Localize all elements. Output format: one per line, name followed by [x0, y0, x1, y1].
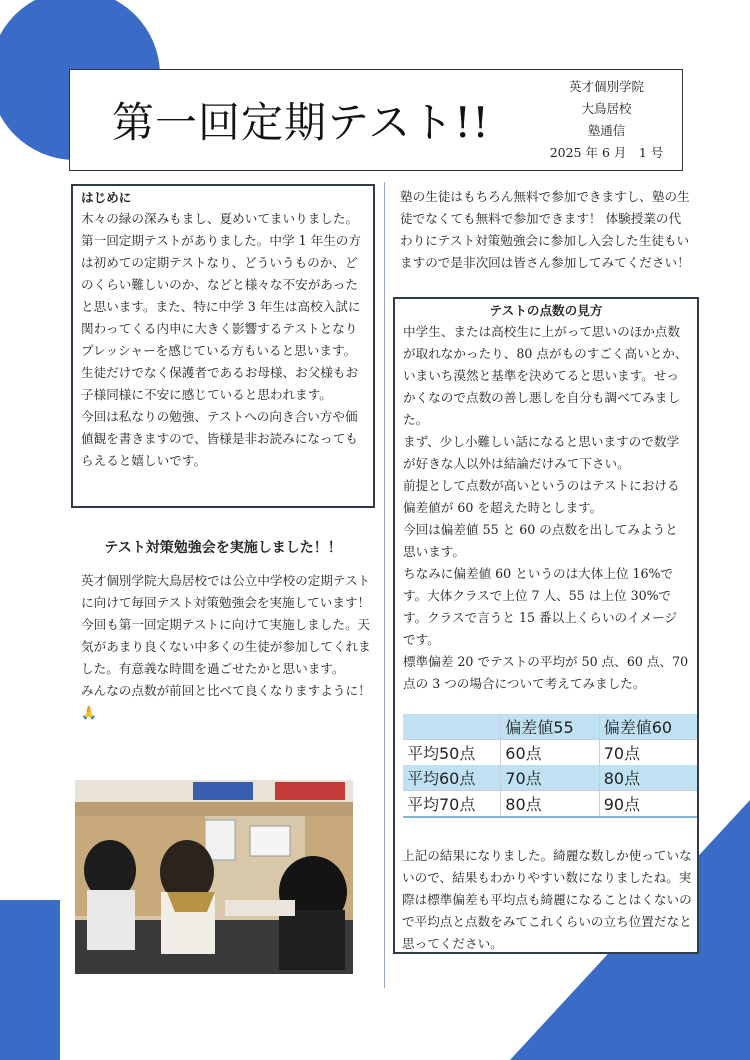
- table-cell: 70点: [501, 765, 599, 791]
- study-session-photo-illustration: [75, 780, 353, 974]
- score-paragraph: ちなみに偏差値 60 というのは大体上位 16%です。大体クラスで上位 7 人、55 は上位 30%です。クラスで言うと 15 番以上くらいのイメージです。: [403, 566, 678, 647]
- participation-paragraph: 塾の生徒はもちろん無料で参加できますし、塾の生徒でなくても無料で参加できます！ 体験授業の代わりにテスト対策勉強会に参加し入会した生徒もいますので是非次回は皆さん参加してみてください！: [400, 189, 690, 270]
- participation-note: [400, 186, 690, 274]
- table-row: [403, 765, 697, 791]
- table-cell: 80点: [599, 765, 697, 791]
- intro-paragraph: 木々の緑の深みもまし、夏めいてまいりました。第一回定期テストがありました。中学 1 年生の方は初めての定期テストなり、どういうものか、どのくらい難しいのか、などと様々な不安があったと思います。また、特に中学 3 年生は高校入試に関わってくる内申に大きく影響するテストとなりプレッシャーを感じている方もいると思います。生徒だけでなく保護者であるお母様、お父様もお子様同様に不安に感じていると思われます。: [81, 211, 361, 402]
- event-paragraph: 英才個別学院大鳥居校では公立中学校の定期テストに向けて毎回テスト対策勉強会を実施しています！: [81, 573, 371, 610]
- table-cell: 平均60点: [407, 769, 476, 788]
- score-heading: テストの点数の見方: [489, 303, 603, 318]
- intro-paragraph: 今回は私なりの勉強、テストへの向き合い方や価値観を書きますので、皆様是非お読みになってもらえると嬉しいです。: [81, 409, 358, 468]
- table-cell: 80点: [501, 791, 599, 818]
- score-paragraph: まず、少し小難しい話になると思いますので数学が好きな人以外は結論だけみて下さい。: [403, 434, 680, 471]
- column-divider: [384, 182, 385, 988]
- newsletter-info-box: [531, 69, 683, 171]
- issue-date: 2025 年 6 月 1 号: [549, 145, 664, 160]
- deviation-table: [403, 714, 697, 818]
- newsletter-name: 塾通信: [587, 123, 626, 138]
- table-cell: 平均50点: [403, 740, 501, 766]
- table-header-row: [403, 714, 697, 740]
- table-cell: 平均70点: [403, 791, 501, 818]
- table-cell: 70点: [599, 740, 697, 766]
- event-heading: テスト対策勉強会を実施しました！！: [104, 540, 342, 556]
- result-paragraph: 上記の結果になりました。綺麗な数しか使っていないので、結果もわかりやすい数になりましたね。実際は標準偏差も平均点も綺麗になることはくないので平均点と点数をみてこれくらいの立ち位置だなと思ってください。: [402, 848, 692, 951]
- score-paragraph: 前提として点数が高いというのはテストにおける偏差値が 60 を超えた時とします。: [403, 478, 680, 515]
- title-box: [69, 69, 533, 171]
- table-header-cell: 偏差値60: [599, 714, 697, 740]
- score-paragraph: 標準偏差 20 でテストの平均が 50 点、60 点、70 点の 3 つの場合について考えてみました。: [403, 654, 689, 691]
- table-row: [403, 791, 697, 818]
- event-body: [81, 570, 371, 724]
- event-paragraph: みんなの点数が前回と比べて良くなりますように！🙏: [81, 683, 371, 720]
- table-header-cell: [403, 714, 501, 740]
- table-cell: 90点: [599, 791, 697, 818]
- score-paragraph: 今回は偏差値 55 と 60 の点数を出してみようと思います。: [403, 522, 678, 559]
- table-row: [403, 740, 697, 766]
- intro-section: [71, 184, 375, 508]
- event-paragraph: 今回も第一回定期テストに向けて実施しました。天気があまり良くない中多くの生徒が参加してくれました。有意義な時間を過ごせたかと思います。: [81, 617, 371, 676]
- corner-decoration-bottom-left: [0, 900, 60, 1060]
- page-title: 第一回定期テスト!!: [111, 98, 491, 147]
- study-session-photo: [75, 780, 353, 974]
- score-paragraph: 中学生、または高校生に上がって思いのほか点数が取れなかったり、80 点がものすごく高いとか、いまいち漠然と基準を決めてると思います。せっかくなので点数の善し悪しを自分も調べてみました。: [403, 324, 688, 427]
- intro-heading: はじめに: [81, 190, 132, 205]
- result-text: [402, 845, 692, 955]
- school-name: 英才個別学院: [568, 79, 644, 94]
- table-cell: 60点: [501, 740, 599, 766]
- branch-name: 大鳥居校: [581, 101, 632, 116]
- table-header-cell: 偏差値55: [501, 714, 599, 740]
